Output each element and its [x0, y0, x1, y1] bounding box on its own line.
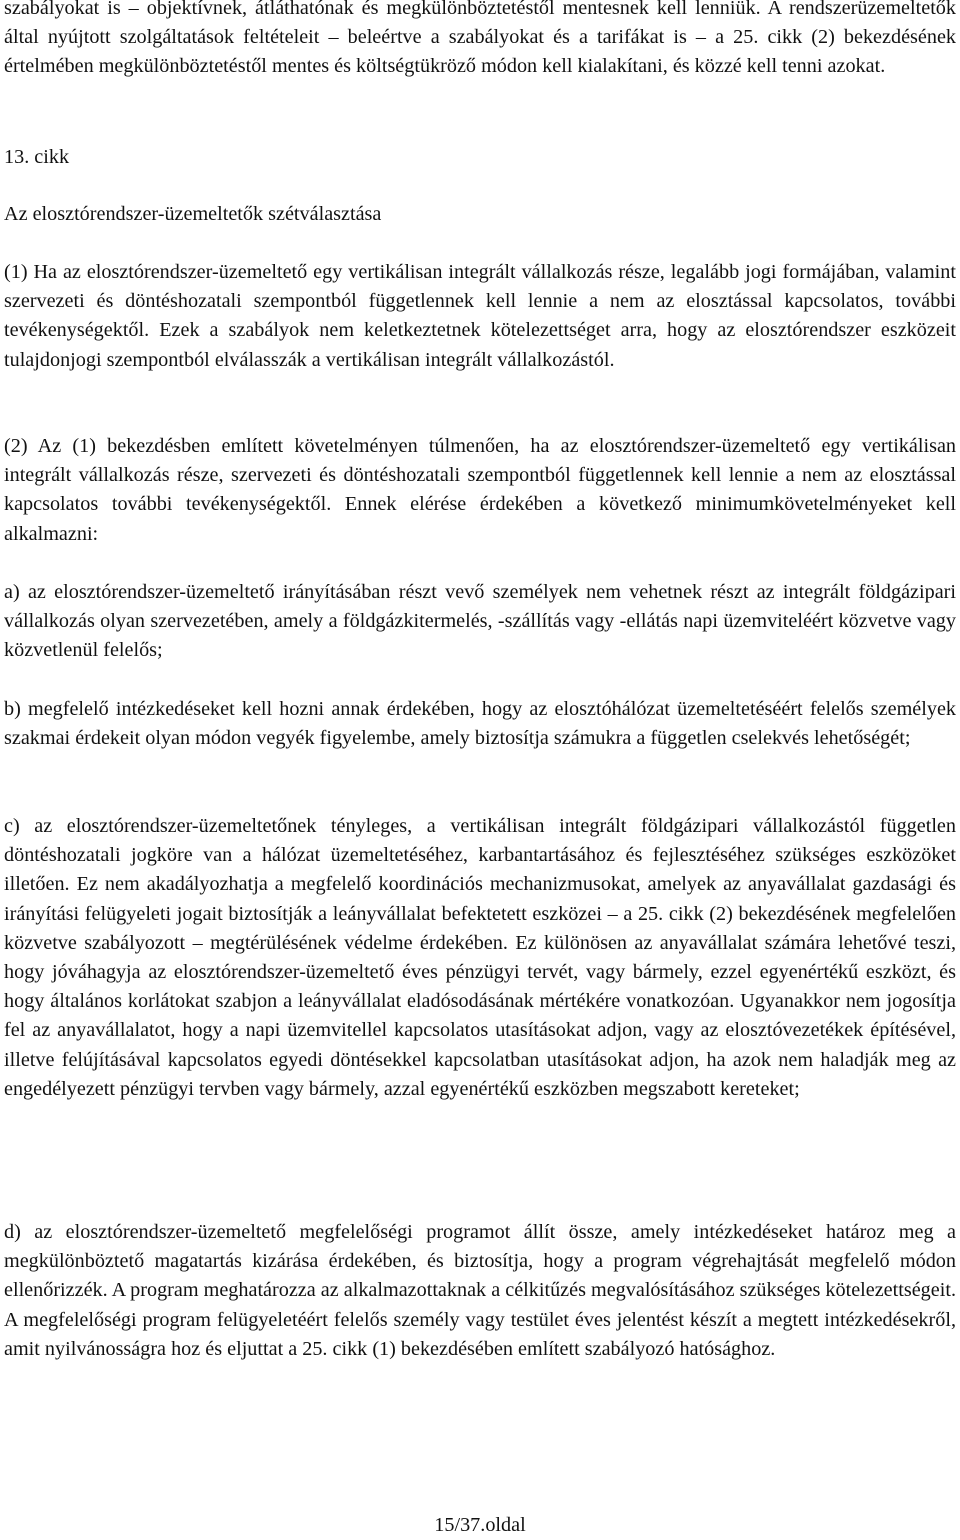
article-number: 13. cikk [4, 146, 70, 168]
intro-paragraph: szabályokat is – objektívnek, átláthatónak és megkülönböztetéstől mentesnek kell lenniük. A rendszerüzemeltetők által nyújtott szolgáltatások feltételeit – beleértve a szabályokat és a tarifákat is – a 25. cikk (2) bekezdésének értelmében megkülönböztetéstől mentes és költségtükröző módon kell kialakítani, és közzé kell tenni azokat. [4, 0, 956, 78]
page-footer: 15/37.oldal [434, 1514, 526, 1536]
article-title: Az elosztórendszer-üzemeltetők szétválasztása [4, 203, 382, 225]
paragraph-2: (2) Az (1) bekezdésben említett követelményen túlmenően, ha az elosztórendszer-üzemeltető egy vertikálisan integrált vállalkozás része, szervezeti és döntéshozatali szempontból függetlennek kell lennie a nem az elosztással kapcsolatos további tevékenységektől. Ennek elérése érdekében a következő minimumkövetelményeket kell alkalmazni: [4, 435, 956, 545]
point-b: b) megfelelő intézkedéseket kell hozni annak érdekében, hogy az elosztóhálózat üzemeltetéséért felelős személyek szakmai érdekeit olyan módon vegyék figyelembe, amely biztosítja számukra a független cselekvés lehetőségét; [4, 698, 956, 750]
point-a: a) az elosztórendszer-üzemeltető irányításában részt vevő személyek nem vehetnek részt az integrált földgázipari vállalkozás olyan szervezetében, amely a földgázkitermelés, -szállítás vagy -ellátás napi üzemviteléért közvetve vagy közvetlenül felelős; [4, 581, 956, 662]
paragraph-1: (1) Ha az elosztórendszer-üzemeltető egy vertikálisan integrált vállalkozás része, legalább jogi formájában, valamint szervezeti és döntéshozatali szempontból függetlennek kell lennie a nem az elosztással kapcsolatos, további tevékenységektől. Ezek a szabályok nem keletkeztetnek kötelezettséget arra, hogy az elosztórendszer eszközeit tulajdonjogi szempontból elválasszák a vertikálisan integrált vállalkozástól. [4, 261, 956, 371]
point-d: d) az elosztórendszer-üzemeltető megfelelőségi programot állít össze, amely intézkedéseket határoz meg a megkülönböztető magatartás kizárása érdekében, és biztosítja, hogy a program végrehajtását megfelelő módon ellenőrizzék. A program meghatározza az alkalmazottaknak a célkitűzés megvalósításához szükséges kötelezettségeit. A megfelelőségi program felügyeletéért felelős személy vagy testület éves jelentést készít a megtett intézkedésekről, amit nyilvánosságra hoz és eljuttat a 25. cikk (1) bekezdésében említett szabályozó hatósághoz. [4, 1221, 956, 1360]
point-c: c) az elosztórendszer-üzemeltetőnek tényleges, a vertikálisan integrált földgázipari vállalkozástól független döntéshozatali jogköre van a hálózat üzemeltetéséhez, karbantartásához és fejlesztéséhez szükséges eszközöket illetően. Ez nem akadályozhatja a megfelelő koordinációs mechanizmusokat, amelyek az anyavállalat gazdasági és irányítási felügyeleti jogait biztosítják a leányvállalat befektetett eszközei – a 25. cikk (2) bekezdésének megfelelően közvetve szabályozott – megtérülésének védelme érdekében. Ez különösen az anyavállalat számára lehetővé teszi, hogy jóváhagyja az elosztórendszer-üzemeltető éves pénzügyi tervét, vagy bármely, ezzel egyenértékű eszközt, és hogy általános korlátokat szabjon a leányvállalat eladósodásának mértékére vonatkozóan. Ugyanakkor nem jogosítja fel az anyavállalatot, hogy a napi üzemvitellel kapcsolatos utasításokat adjon, vagy az elosztóvezetékek építésével, illetve felújításával kapcsolatos egyedi döntésekkel kapcsolatban utasításokat adjon, ha azok nem haladják meg az engedélyezett pénzügyi tervben vagy bármely, azzal egyenértékű eszközben megszabott kereteket; [4, 815, 956, 1100]
